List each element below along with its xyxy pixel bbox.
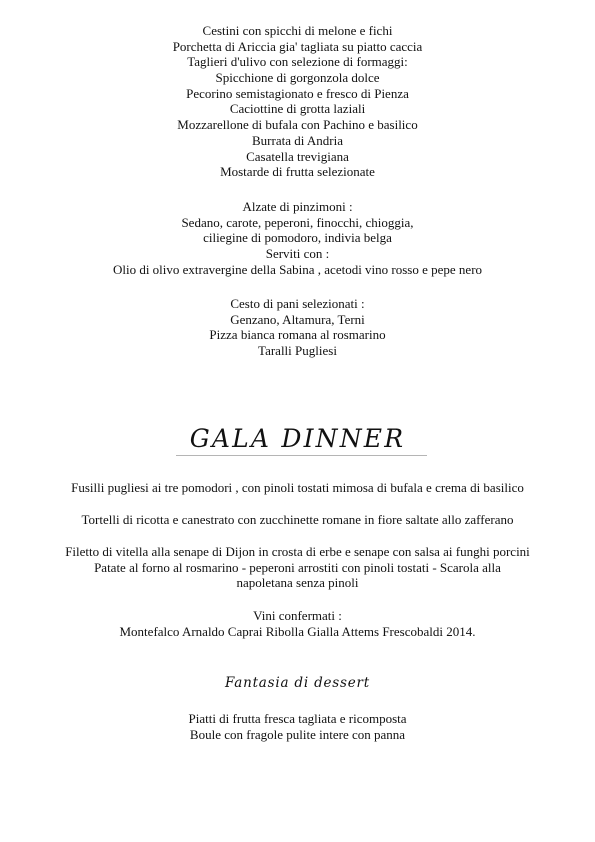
gala-course-2 xyxy=(0,512,595,528)
pinzimoni-line: Serviti con : xyxy=(265,246,330,262)
bread-line: Genzano, Altamura, Terni xyxy=(230,311,365,327)
pinzimoni-section xyxy=(0,199,595,277)
dessert-line: Boule con fragole pulite intere con panna xyxy=(189,726,406,742)
title-underline xyxy=(176,455,427,456)
wine-line: Montefalco Arnaldo Caprai Ribolla Gialla Attems Frescobaldi 2014. xyxy=(119,623,476,639)
wine-line: Vini confermati : xyxy=(253,608,342,623)
wines-section xyxy=(0,608,595,639)
appetizer-line: Porchetta di Ariccia gia' tagliata su piatto caccia xyxy=(172,38,423,54)
appetizer-line: Caciottine di grotta laziali xyxy=(229,101,366,117)
gala-course-3 xyxy=(0,544,595,591)
dessert-section xyxy=(0,711,595,742)
bread-line: Cesto di pani selezionati : xyxy=(230,296,365,311)
course-line: Fusilli pugliesi ai tre pomodori , con pinoli tostati mimosa di bufala e crema di basilico xyxy=(71,480,524,495)
appetizer-line: Pecorino semistagionato e fresco di Pienza xyxy=(186,85,409,101)
appetizer-line: Burrata di Andria xyxy=(252,132,343,148)
pinzimoni-line: Olio di olivo extravergine della Sabina , acetodi vino rosso e pepe nero xyxy=(112,261,483,277)
pinzimoni-line: Alzate di pinzimoni : xyxy=(242,199,353,214)
dessert-line: Piatti di frutta fresca tagliata e ricomposta xyxy=(188,711,407,726)
appetizer-line: Spicchione di gorgonzola dolce xyxy=(215,70,380,86)
appetizers-section xyxy=(0,23,595,180)
pinzimoni-line: Sedano, carote, peperoni, finocchi, chioggia, xyxy=(181,214,414,230)
appetizer-line: Taglieri d'ulivo con selezione di formaggi: xyxy=(187,54,408,70)
appetizer-line: Mozzarellone di bufala con Pachino e basilico xyxy=(177,117,418,133)
bread-line: Pizza bianca romana al rosmarino xyxy=(209,327,386,343)
course-line: Tortelli di ricotta e canestrato con zucchinette romane in fiore saltate allo zafferano xyxy=(81,512,514,527)
appetizer-line: Cestini con spicchi di melone e fichi xyxy=(202,23,393,38)
pinzimoni-line: ciliegine di pomodoro, indivia belga xyxy=(203,230,392,246)
course-line: Filetto di vitella alla senape di Dijon in crosta di erbe e senape con salsa ai funghi porcini xyxy=(65,544,530,559)
course-line: napoletana senza pinoli xyxy=(236,575,359,591)
bread-line: Taralli Pugliesi xyxy=(258,343,337,359)
course-line: Patate al forno al rosmarino - peperoni arrostiti con pinoli tostati - Scarola alla xyxy=(94,559,501,575)
gala-dinner-title: GALA DINNER xyxy=(189,424,406,453)
appetizer-line: Casatella trevigiana xyxy=(246,148,349,164)
dessert-title: Fantasia di dessert xyxy=(224,675,371,691)
gala-course-1 xyxy=(0,480,595,496)
appetizer-line: Mostarde di frutta selezionate xyxy=(220,164,375,180)
breads-section xyxy=(0,296,595,359)
